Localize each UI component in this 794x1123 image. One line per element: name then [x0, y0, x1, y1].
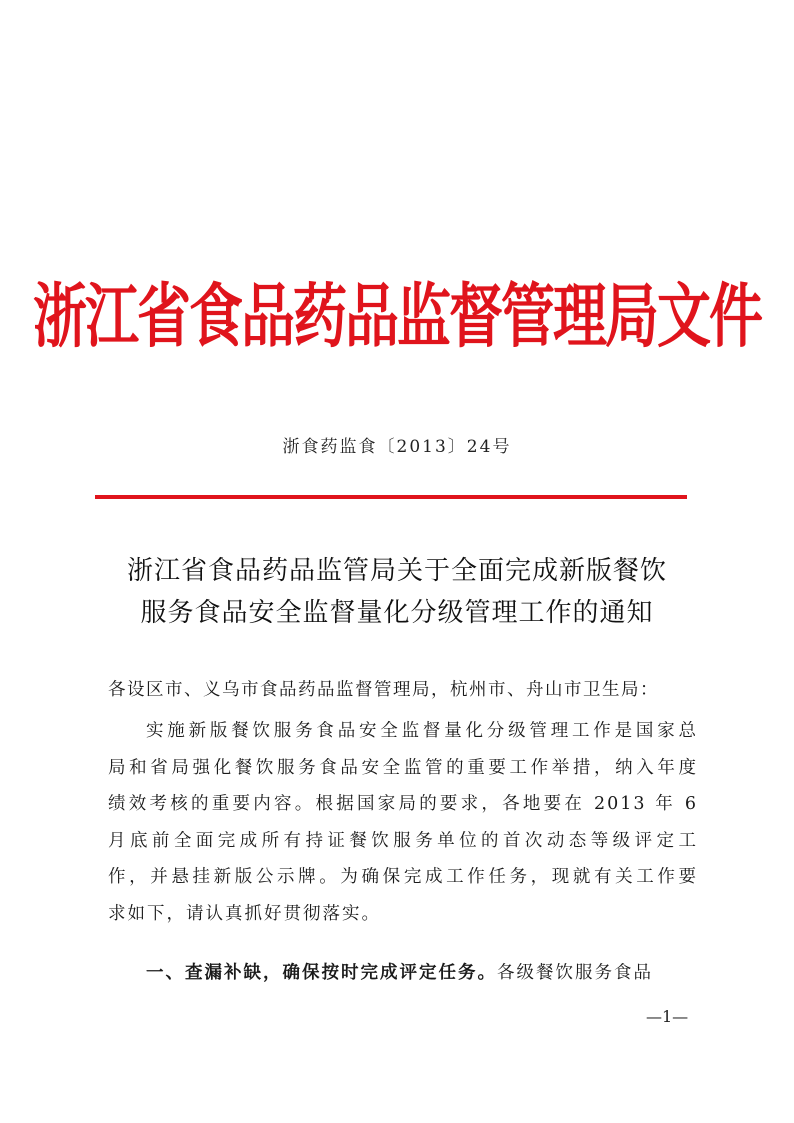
section-one-text: 各级餐饮服务食品	[497, 963, 653, 983]
paragraph-line: 作，并悬挂新版公示牌。为确保完成工作任务，现就有关工作要	[108, 867, 698, 887]
agency-header-title: 浙江省食品药品监督管理局文件	[33, 276, 761, 357]
salutation: 各设区市、义乌市食品药品监督管理局，杭州市、舟山市卫生局：	[108, 680, 659, 700]
paragraph-line: 求如下，请认真抓好贯彻落实。	[108, 903, 381, 924]
paragraph-line: 月底前全面完成所有持证餐饮服务单位的首次动态等级评定工	[108, 830, 698, 851]
document-number: 浙食药监食〔2013〕24号	[282, 437, 512, 457]
page-number: —1—	[646, 1007, 689, 1026]
notice-title	[90, 550, 704, 634]
paragraph-line: 实施新版餐饮服务食品安全监督量化分级管理工作是国家总	[146, 721, 698, 741]
notice-title-line-1: 浙江省食品药品监管局关于全面完成新版餐饮	[126, 556, 667, 586]
red-divider-rule	[95, 495, 687, 499]
section-one-heading: 一、查漏补缺，确保按时完成评定任务。	[146, 963, 497, 983]
paragraph-line: 绩效考核的重要内容。根据国家局的要求，各地要在 2013 年 6	[108, 794, 698, 814]
body-paragraph	[108, 713, 698, 932]
section-one	[108, 959, 698, 984]
notice-title-line-2: 服务食品安全监督量化分级管理工作的通知	[140, 598, 654, 628]
paragraph-line: 局和省局强化餐饮服务食品安全监管的重要工作举措，纳入年度	[108, 757, 698, 778]
